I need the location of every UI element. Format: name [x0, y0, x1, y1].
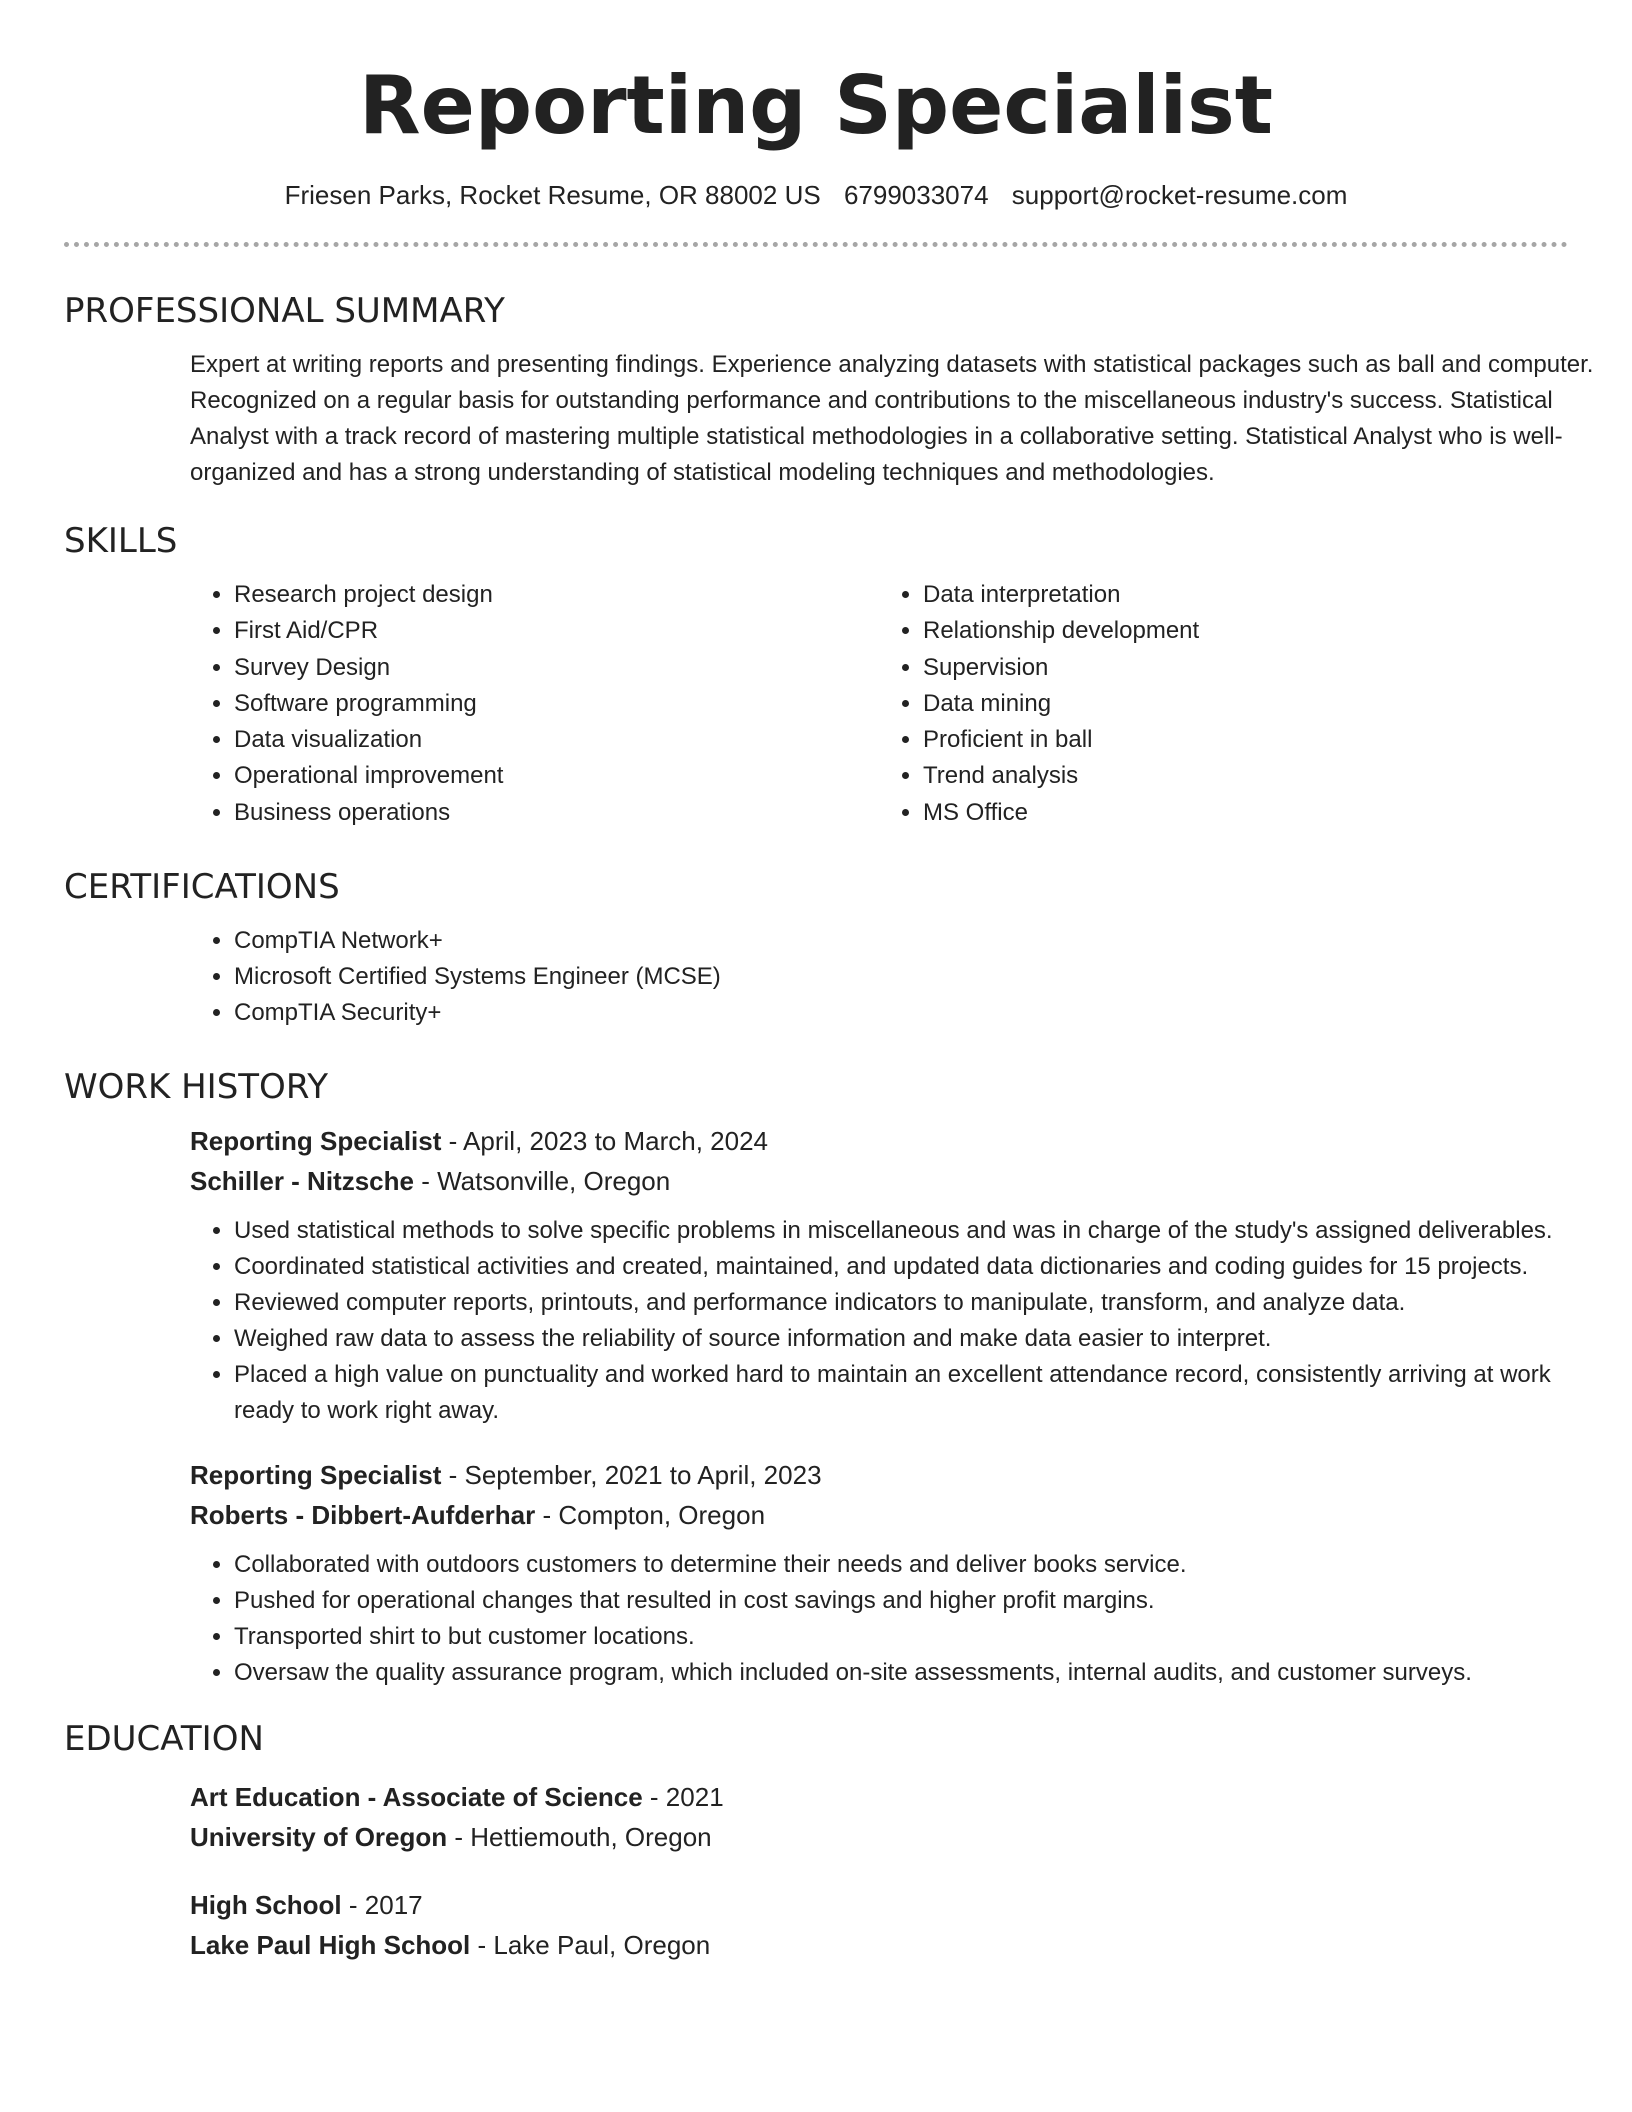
- skill-item: • Proficient in ball: [923, 722, 1568, 758]
- job-bullet: • Used statistical methods to solve specific problems in miscellaneous and was in charge of the study's assigned deliverables.: [234, 1213, 1614, 1249]
- job-bullet: • Coordinated statistical activities and created, maintained, and updated data dictionaries and coding guides for 15 projects.: [234, 1249, 1614, 1285]
- skill-item: • Operational improvement: [234, 758, 879, 794]
- education-entry: [190, 1777, 1568, 1857]
- job-bullet: • Transported shirt to but customer locations.: [234, 1619, 1614, 1655]
- certification-item: • Microsoft Certified Systems Engineer (MCSE): [234, 959, 1568, 995]
- job-title-line: [190, 1121, 1568, 1161]
- job-location: - Watsonville, Oregon: [413, 1166, 671, 1197]
- job-company: Roberts - Dibbert-Aufderhar: [190, 1500, 536, 1531]
- contact-line: [64, 178, 1568, 212]
- summary-text: Expert at writing reports and presenting findings. Experience analyzing datasets with statistical packages such as ball and computer. Recognized on a regular basis for outstanding performance and contributions to the miscellaneous industry's success. Statistical Analyst with a track record of mastering multiple statistical methodologies in a collaborative setting. Statistical Analyst who is well-organized and has a strong understanding of statistical modeling techniques and methodologies.: [190, 351, 1594, 486]
- skills-title: SKILLS: [64, 521, 178, 561]
- contact-phone: 6799033074: [843, 180, 989, 210]
- certifications-title: CERTIFICATIONS: [64, 867, 340, 908]
- certifications-section: [64, 865, 1568, 1031]
- job-bullet-list: [190, 1213, 1614, 1429]
- education-year: - 2017: [341, 1890, 423, 1921]
- header-divider: [64, 242, 1568, 247]
- education-school-line: [190, 1925, 1568, 1965]
- contact-email: support@rocket-resume.com: [1011, 180, 1348, 210]
- job-location: - Compton, Oregon: [535, 1500, 766, 1531]
- skill-item: • Trend analysis: [923, 758, 1568, 794]
- education-year: - 2021: [642, 1782, 724, 1813]
- education-section: [64, 1717, 1568, 1965]
- certifications-list: [190, 923, 1568, 1031]
- education-school: University of Oregon: [190, 1822, 448, 1853]
- summary-section: [64, 289, 1594, 491]
- skill-item: • Software programming: [234, 686, 879, 722]
- education-degree-line: [190, 1777, 1568, 1817]
- job-bullet: • Placed a high value on punctuality and worked hard to maintain an excellent attendance record, consistently arriving at work ready to work right away.: [234, 1357, 1614, 1429]
- education-school: Lake Paul High School: [190, 1930, 471, 1961]
- skill-item: • Data visualization: [234, 722, 879, 758]
- job-bullet: • Weighed raw data to assess the reliability of source information and make data easier to interpret.: [234, 1321, 1614, 1357]
- education-school-line: [190, 1817, 1568, 1857]
- job-title-line: [190, 1455, 1568, 1495]
- job-company-line: [190, 1495, 1568, 1535]
- skill-item: • Data interpretation: [923, 577, 1568, 613]
- job-dates: - April, 2023 to March, 2024: [441, 1126, 769, 1157]
- education-degree: High School: [190, 1890, 342, 1921]
- education-title: EDUCATION: [64, 1719, 264, 1760]
- education-entry: [190, 1885, 1568, 1965]
- skill-item: • Business operations: [234, 795, 879, 831]
- skill-item: • First Aid/CPR: [234, 613, 879, 649]
- education-degree: Art Education - Associate of Science: [190, 1782, 643, 1813]
- skill-item: • Research project design: [234, 577, 879, 613]
- job-company: Schiller - Nitzsche: [190, 1166, 414, 1197]
- skill-item: • Supervision: [923, 650, 1568, 686]
- job-bullet: • Pushed for operational changes that resulted in cost savings and higher profit margins.: [234, 1583, 1614, 1619]
- contact-address: Friesen Parks, Rocket Resume, OR 88002 US: [284, 180, 821, 210]
- job-company-line: [190, 1161, 1568, 1201]
- work-history-section: [64, 1065, 1568, 1691]
- skill-item: • Survey Design: [234, 650, 879, 686]
- summary-title: PROFESSIONAL SUMMARY: [64, 291, 505, 331]
- skill-item: • MS Office: [923, 795, 1568, 831]
- education-location: - Hettiemouth, Oregon: [447, 1822, 712, 1853]
- skills-grid: [190, 577, 1568, 831]
- candidate-name: Reporting Specialist: [359, 59, 1273, 152]
- job-entry: [190, 1121, 1568, 1429]
- skills-list-left: [190, 577, 879, 831]
- job-dates: - September, 2021 to April, 2023: [441, 1460, 822, 1491]
- skills-list-right: [879, 577, 1568, 831]
- job-bullet: • Reviewed computer reports, printouts, and performance indicators to manipulate, transform, and analyze data.: [234, 1285, 1614, 1321]
- skill-item: • Data mining: [923, 686, 1568, 722]
- certification-item: • CompTIA Security+: [234, 995, 1568, 1031]
- job-bullet: • Oversaw the quality assurance program, which included on-site assessments, internal audits, and customer surveys.: [234, 1655, 1614, 1691]
- skill-item: • Relationship development: [923, 613, 1568, 649]
- job-bullet: • Collaborated with outdoors customers to determine their needs and deliver books service.: [234, 1547, 1614, 1583]
- certification-item: • CompTIA Network+: [234, 923, 1568, 959]
- job-entry: [190, 1455, 1568, 1691]
- work-history-title: WORK HISTORY: [64, 1067, 329, 1108]
- job-bullet-list: [190, 1547, 1614, 1691]
- skills-section: [64, 519, 1568, 831]
- education-degree-line: [190, 1885, 1568, 1925]
- job-role: Reporting Specialist: [190, 1460, 442, 1491]
- education-location: - Lake Paul, Oregon: [470, 1930, 711, 1961]
- job-role: Reporting Specialist: [190, 1126, 442, 1157]
